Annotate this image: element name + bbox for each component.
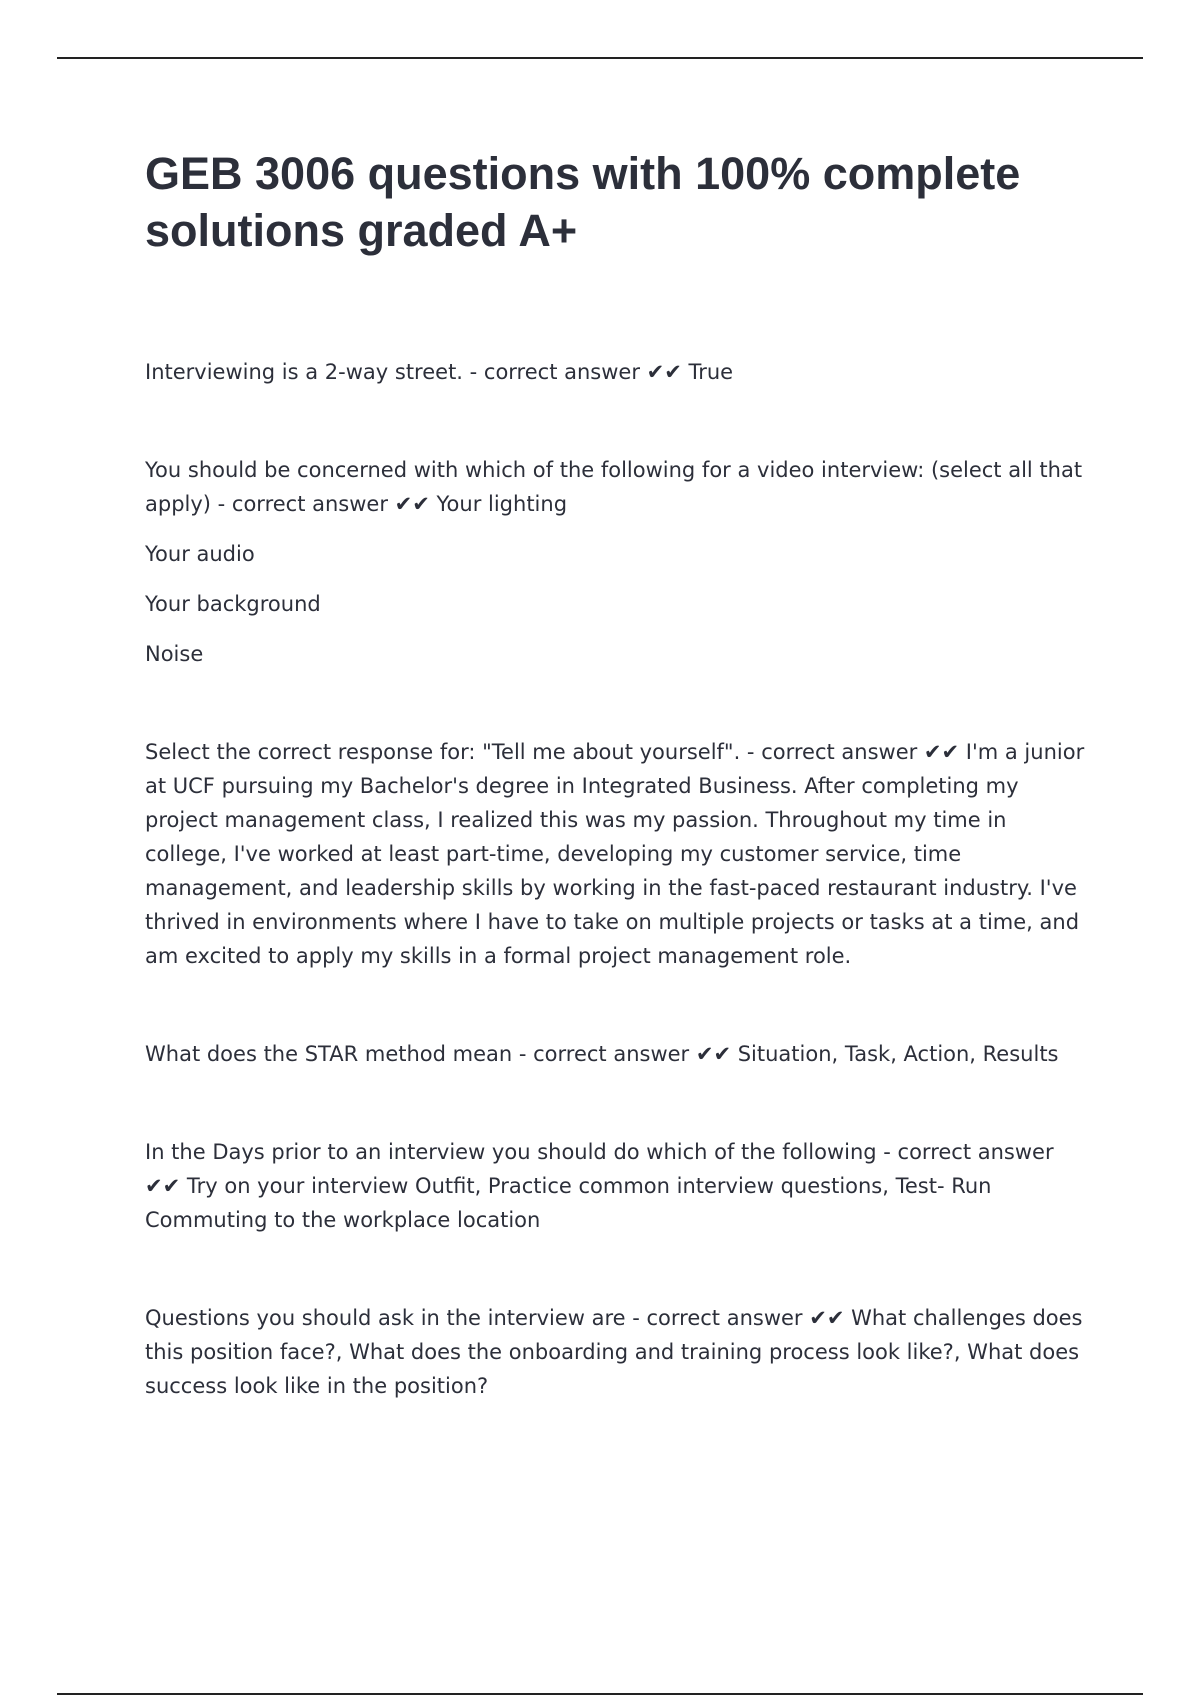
qa-text: Questions you should ask in the interview are - correct answer ✔✔ What challenges does this position face?, What does the onboarding and training process look like?, What does success look like in the position? <box>145 1306 1083 1398</box>
qa-text: Interviewing is a 2-way street. - correct answer ✔✔ True <box>145 360 734 384</box>
qa-answer-line: Your background <box>145 592 321 616</box>
qa-text: What does the STAR method mean - correct answer ✔✔ Situation, Task, Action, Results <box>145 1042 1059 1066</box>
qa-item <box>145 1037 1095 1071</box>
top-rule <box>57 57 1143 59</box>
qa-item <box>145 453 1095 671</box>
page-title: GEB 3006 questions with 100% complete solutions graded A+ <box>145 148 1021 256</box>
qa-answer-line: Noise <box>145 642 204 666</box>
qa-item <box>145 1301 1095 1403</box>
qa-answer-line: Your audio <box>145 542 255 566</box>
qa-text: In the Days prior to an interview you should do which of the following - correct answer ✔✔ Try on your interview Outfit, Practice common interview questions, Test- Run Commuting to the workplace location <box>145 1140 1054 1232</box>
qa-list <box>145 355 1095 1467</box>
qa-text: You should be concerned with which of the following for a video interview: (select all that apply) - correct answer ✔✔ Your lighting <box>145 458 1083 516</box>
qa-item <box>145 735 1095 973</box>
qa-text: Select the correct response for: "Tell me about yourself". - correct answer ✔✔ I'm a junior at UCF pursuing my Bachelor's degree in Integrated Business. After completing my project management class, I realized this was my passion. Throughout my time in college, I've worked at least part-time, developing my customer service, time management, and leadership skills by working in the fast-paced restaurant industry. I've thrived in environments where I have to take on multiple projects or tasks at a time, and am excited to apply my skills in a formal project management role. <box>145 740 1085 968</box>
qa-item <box>145 1135 1095 1237</box>
qa-item <box>145 355 1095 389</box>
bottom-rule <box>57 1693 1143 1695</box>
